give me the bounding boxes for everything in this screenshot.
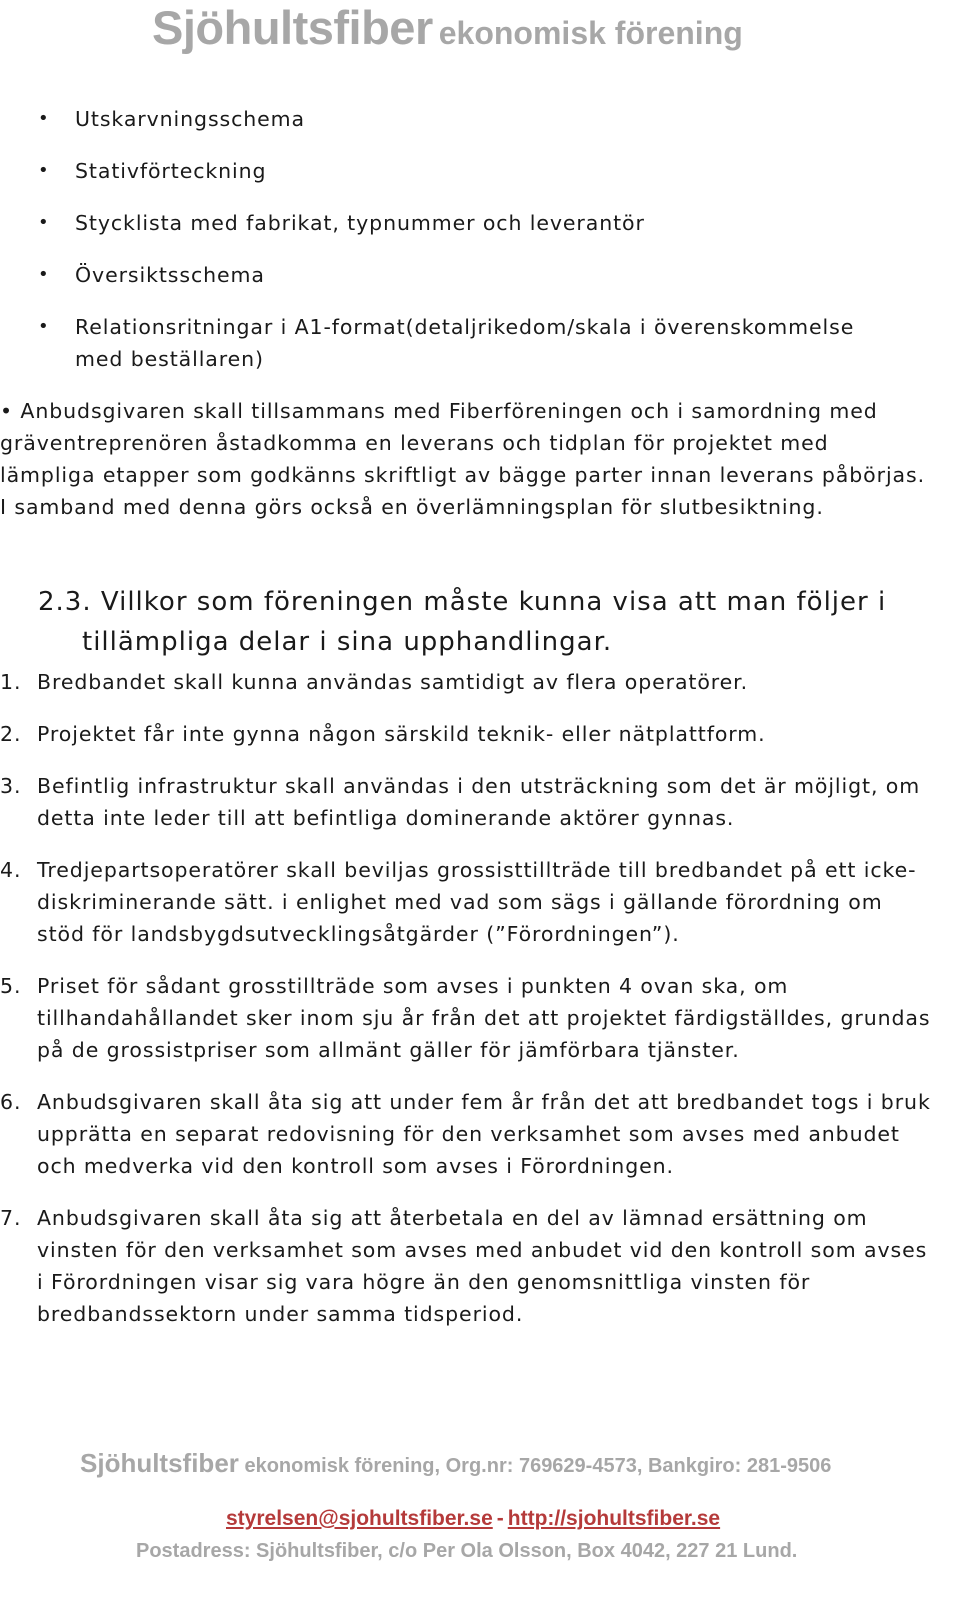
footer-org-line xyxy=(80,1448,960,1479)
item-number: 7. xyxy=(0,1206,22,1230)
footer-org-info: ekonomisk förening, Org.nr: 769629-4573, Bankgiro: 281-9506 xyxy=(244,1455,832,1477)
footer-website-link[interactable]: http://sjohultsfiber.se xyxy=(507,1507,721,1530)
section-title-line1: Villkor som föreningen måste kunna visa att man följer i xyxy=(100,587,887,617)
item-number: 1. xyxy=(0,670,22,694)
footer-email-link[interactable]: styrelsen@sjohultsfiber.se xyxy=(226,1507,493,1530)
section-title-line2: tillämpliga delar i sina upphandlingar. xyxy=(82,627,613,657)
item-text: Bredbandet skall kunna användas samtidigt av flera operatörer. xyxy=(37,670,749,694)
section-number: 2.3. xyxy=(38,587,92,617)
bullet-text: Stycklista med fabrikat, typnummer och leverantör xyxy=(75,211,645,235)
bullet-dot: • xyxy=(38,212,50,233)
bullet-text: Relationsritningar i A1-format(detaljrikedom/skala i överenskommelse med beställaren) xyxy=(75,315,855,371)
footer-contact-line xyxy=(226,1507,960,1531)
bullet-item xyxy=(38,155,267,187)
item-number: 3. xyxy=(0,774,22,798)
bullet-dot: • xyxy=(38,316,50,337)
item-text: Anbudsgivaren skall åta sig att återbetala en del av lämnad ersättning om vinsten för den verksamhet som avses med anbudet vid den kontroll som avses i Förordningen visar sig vara högre än den genomsnittliga vinsten för bredbandssektorn under samma tidsperiod. xyxy=(37,1206,928,1326)
item-text: Tredjepartsoperatörer skall beviljas grossisttillträde till bredbandet på ett icke-diskriminerande sätt. i enlighet med vad som sägs i gällande förordning om stöd för landsbygdsutvecklingsåtgärder (”Förordningen”). xyxy=(37,858,917,946)
header-subtitle: ekonomisk förening xyxy=(438,15,743,51)
bullet-dot: • xyxy=(38,108,50,129)
item-text: Anbudsgivaren skall åta sig att under fem år från det att bredbandet togs i bruk upprätta en separat redovisning för den verksamhet som avses med anbudet och medverka vid den kontroll som avses i Förordningen. xyxy=(37,1090,931,1178)
item-number: 2. xyxy=(0,722,22,746)
item-text: Projektet får inte gynna någon särskild teknik- eller nätplattform. xyxy=(37,722,766,746)
item-number: 6. xyxy=(0,1090,22,1114)
item-number: 5. xyxy=(0,974,22,998)
intro-paragraph: • Anbudsgivaren skall tillsammans med Fiberföreningen och i samordning med gräventreprenören åstadkomma en leverans och tidplan för projektet med lämpliga etapper som godkänns skriftligt av bägge parter innan leverans påbörjas. I samband med denna görs också en överlämningsplan för slutbesiktning. xyxy=(0,399,926,519)
bullet-item xyxy=(38,103,306,135)
footer-separator: - xyxy=(496,1507,504,1530)
item-text: Befintlig infrastruktur skall användas i den utsträckning som det är möjligt, om detta inte leder till att befintliga dominerande aktörer gynnas. xyxy=(37,774,921,830)
bullet-dot: • xyxy=(38,160,50,181)
footer-brand: Sjöhultsfiber xyxy=(80,1448,239,1478)
bullet-text: Utskarvningsschema xyxy=(75,107,306,131)
bullet-item xyxy=(38,207,645,239)
item-number: 4. xyxy=(0,858,22,882)
item-text: Priset för sådant grosstillträde som avses i punkten 4 ovan ska, om tillhandahållandet sker inom sju år från det att projektet färdigställdes, grundas på de grossistpriser som allmänt gäller för jämförbara tjänster. xyxy=(37,974,931,1062)
document-header xyxy=(152,0,743,55)
header-brand: Sjöhultsfiber xyxy=(152,1,433,54)
section-heading xyxy=(38,582,958,662)
bullet-dot: • xyxy=(38,264,50,285)
bullet-text: Stativförteckning xyxy=(75,159,267,183)
bullet-item xyxy=(38,259,265,291)
bullet-text: Översiktsschema xyxy=(75,263,265,287)
footer-address: Postadress: Sjöhultsfiber, c/o Per Ola Olsson, Box 4042, 227 21 Lund. xyxy=(136,1540,798,1562)
bullet-item xyxy=(38,311,905,375)
